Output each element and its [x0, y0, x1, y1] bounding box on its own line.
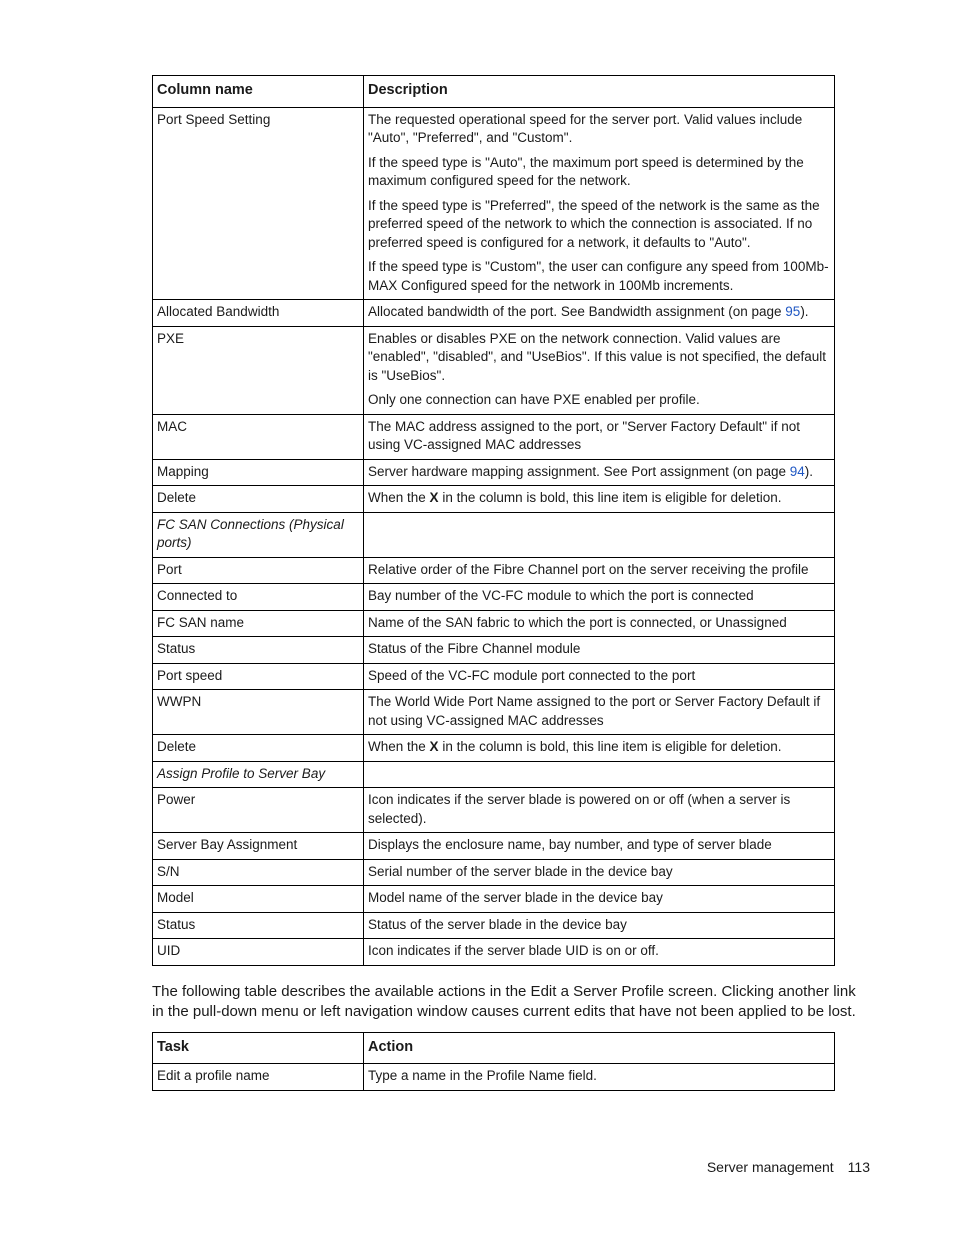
row-description [364, 735, 835, 762]
table-row [153, 912, 835, 939]
action-cell: Type a name in the Profile Name field. [364, 1064, 835, 1091]
row-description [364, 107, 835, 300]
row-name: Server Bay Assignment [153, 833, 364, 860]
task-action-table [152, 1032, 835, 1091]
description-text: When the [368, 739, 430, 754]
row-description [364, 761, 835, 788]
description-text: Allocated bandwidth of the port. See Bandwidth assignment (on page [368, 304, 786, 319]
row-description: The World Wide Port Name assigned to the port or Server Factory Default if not using VC-assigned MAC addresses [364, 690, 835, 735]
row-description: The MAC address assigned to the port, or "Server Factory Default" if not using VC-assigned MAC addresses [364, 414, 835, 459]
row-description: Displays the enclosure name, bay number, and type of server blade [364, 833, 835, 860]
row-description: Speed of the VC-FC module port connected to the port [364, 663, 835, 690]
row-description [364, 486, 835, 513]
table-row [153, 414, 835, 459]
row-description: Name of the SAN fabric to which the port is connected, or Unassigned [364, 610, 835, 637]
table-row [153, 1064, 835, 1091]
row-name: Port Speed Setting [153, 107, 364, 300]
section-row [153, 512, 835, 557]
table-row [153, 486, 835, 513]
row-name: WWPN [153, 690, 364, 735]
footer-section-title: Server management [706, 1159, 834, 1175]
row-description [364, 459, 835, 486]
description-text: Server hardware mapping assignment. See Port assignment (on page [368, 463, 790, 479]
row-description [364, 300, 835, 327]
row-description: Status of the server blade in the device bay [364, 912, 835, 939]
row-name: Allocated Bandwidth [153, 300, 364, 327]
description-text: When the [368, 490, 430, 505]
row-description: Bay number of the VC-FC module to which the port is connected [364, 584, 835, 611]
row-description: Serial number of the server blade in the device bay [364, 859, 835, 886]
page-content [152, 75, 870, 1091]
row-name: PXE [153, 326, 364, 414]
table-row [153, 584, 835, 611]
row-name: Connected to [153, 584, 364, 611]
section-name: Assign Profile to Server Bay [153, 761, 364, 788]
column-name-header: Column name [153, 76, 364, 108]
row-name: Power [153, 788, 364, 833]
task-cell: Edit a profile name [153, 1064, 364, 1091]
description-paragraph: If the speed type is "Auto", the maximum port speed is determined by the maximum configured speed for the network. [368, 154, 804, 188]
row-name: Delete [153, 735, 364, 762]
section-name: FC SAN Connections (Physical ports) [153, 512, 364, 557]
description-text: ). [800, 304, 809, 319]
description-text: ). [804, 463, 814, 479]
page-link-94[interactable]: 94 [789, 463, 805, 479]
row-name: Port [153, 557, 364, 584]
table-row [153, 788, 835, 833]
table-row [153, 663, 835, 690]
section-row [153, 761, 835, 788]
table-header-row [153, 76, 835, 108]
row-description: Relative order of the Fibre Channel port on the server receiving the profile [364, 557, 835, 584]
row-name: FC SAN name [153, 610, 364, 637]
row-description [364, 326, 835, 414]
row-name: Delete [153, 486, 364, 513]
table-row [153, 326, 835, 414]
table-row [153, 300, 835, 327]
description-text: in the column is bold, this line item is eligible for deletion. [438, 490, 782, 505]
column-description-table [152, 75, 835, 966]
page-link-95[interactable]: 95 [785, 304, 801, 319]
description-paragraph: If the speed type is "Preferred", the speed of the network is the same as the preferred speed of the network to which the connection is associated. If no preferred speed is configured for a network, it defaults to "Auto". [368, 197, 820, 250]
table-row [153, 886, 835, 913]
row-name: Port speed [153, 663, 364, 690]
row-name: Mapping [153, 459, 364, 486]
row-description: Icon indicates if the server blade is powered on or off (when a server is selected). [364, 788, 835, 833]
bold-x: X [429, 490, 439, 505]
row-description: Model name of the server blade in the device bay [364, 886, 835, 913]
row-name: UID [153, 939, 364, 966]
action-header: Action [364, 1032, 835, 1064]
description-paragraph: If the speed type is "Custom", the user can configure any speed from 100Mb-MAX Configured speed for the network in 100Mb increments. [368, 259, 829, 293]
table-row [153, 939, 835, 966]
table-row [153, 107, 835, 300]
task-header: Task [153, 1032, 364, 1064]
table-row [153, 557, 835, 584]
intro-paragraph: The following table describes the available actions in the Edit a Server Profile screen. Clicking another link in the pull-down menu or left navigation window causes current edits that have not been applied to be lost. [152, 982, 856, 1020]
table-row [153, 859, 835, 886]
table-row [153, 690, 835, 735]
row-name: MAC [153, 414, 364, 459]
row-name: Status [153, 912, 364, 939]
row-name: Model [153, 886, 364, 913]
table-header-row [153, 1032, 835, 1064]
row-description: Status of the Fibre Channel module [364, 637, 835, 664]
description-paragraph: Only one connection can have PXE enabled per profile. [368, 392, 700, 407]
table-row [153, 610, 835, 637]
row-description: Icon indicates if the server blade UID is on or off. [364, 939, 835, 966]
description-text: in the column is bold, this line item is eligible for deletion. [438, 739, 782, 754]
description-paragraph: Enables or disables PXE on the network connection. Valid values are "enabled", "disabled", and "UseBios". If this value is not specified, the default is "UseBios". [368, 330, 827, 383]
page-number: 113 [847, 1159, 870, 1175]
description-header: Description [364, 76, 835, 108]
table-row [153, 735, 835, 762]
table-row [153, 833, 835, 860]
row-description [364, 512, 835, 557]
row-name: S/N [153, 859, 364, 886]
description-paragraph: The requested operational speed for the server port. Valid values include "Auto", "Preferred", and "Custom". [368, 111, 803, 145]
row-name: Status [153, 637, 364, 664]
bold-x: X [429, 739, 439, 754]
page-footer [707, 1159, 870, 1175]
table-row [153, 637, 835, 664]
table-row [153, 459, 835, 486]
